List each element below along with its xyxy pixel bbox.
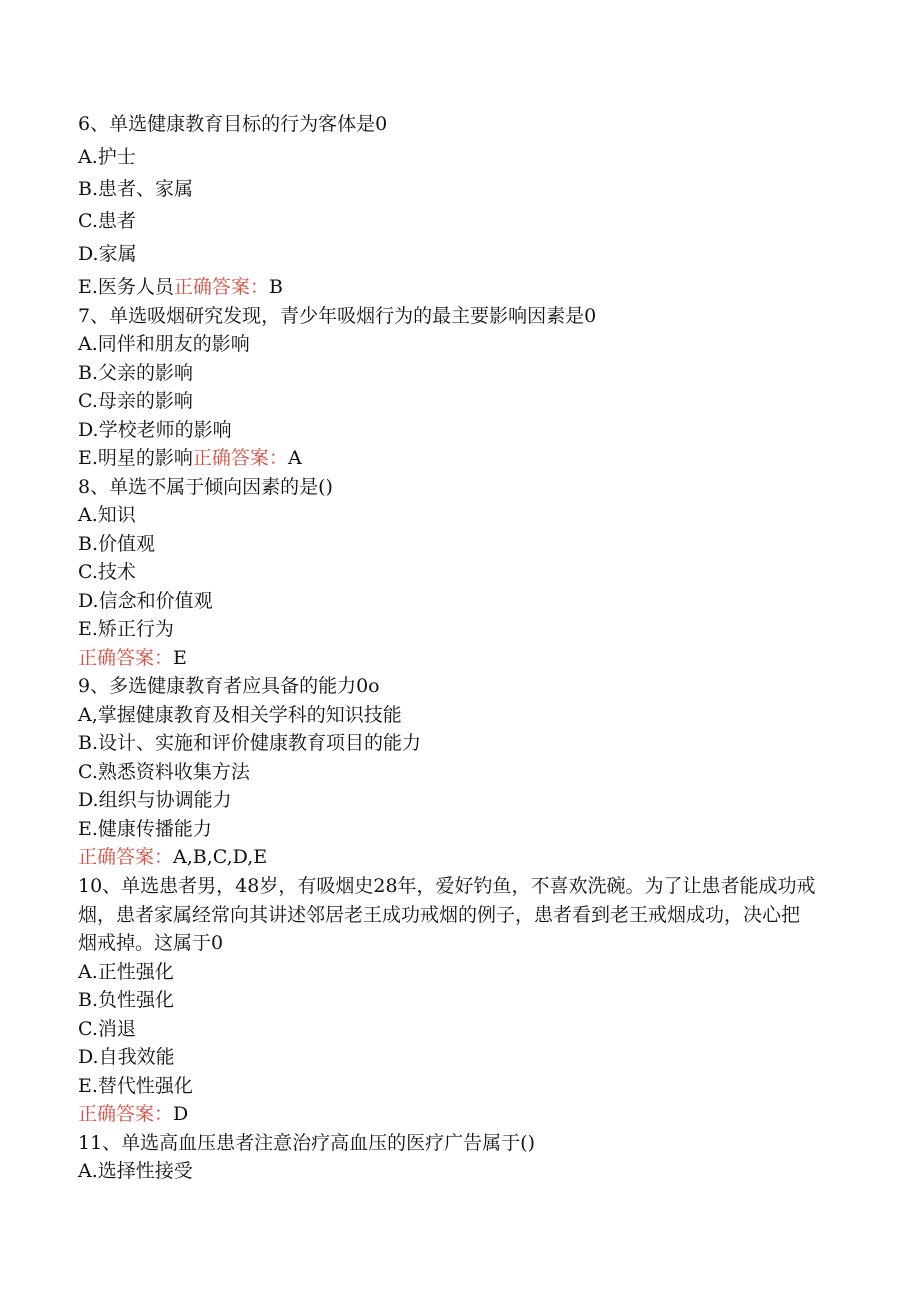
question-8-answer-label: 正确答案： [78,647,174,669]
question-7-option-d: D.学校老师的影响 [78,419,232,441]
question-7-option-e-line [78,446,302,470]
question-9-option-c: C.熟悉资料收集方法 [78,761,250,783]
question-7-stem: 7、单选吸烟研究发现，青少年吸烟行为的最主要影响因素是0 [78,305,597,327]
question-9-option-a: A,掌握健康教育及相关学科的知识技能 [78,704,402,726]
question-9-stem: 9、多选健康教育者应具备的能力0o [78,675,380,697]
question-8-option-e: E.矫正行为 [78,618,174,640]
question-8-answer-line [78,646,187,670]
question-6-stem: 6、单选健康教育目标的行为客体是0 [78,113,388,135]
question-6-option-e-line [78,275,283,299]
question-10-answer-label: 正确答案： [78,1103,174,1125]
question-7-answer-label: 正确答案： [192,447,288,469]
question-8-option-c: C.技术 [78,561,136,583]
question-9-answer-value: A,B,C,D,E [173,846,268,868]
question-11-stem: 11、单选高血压患者注意治疗高血压的医疗广告属于() [78,1132,536,1154]
question-7-option-c: C.母亲的影响 [78,390,193,412]
question-10-option-a: A.正性强化 [78,961,174,983]
question-6-option-d: D.家属 [78,243,137,265]
question-7-answer-value: A [287,447,302,469]
question-6-option-a: A.护士 [78,146,136,168]
question-6-answer-label: 正确答案： [173,276,269,298]
question-11-option-a: A.选择性接受 [78,1160,193,1182]
question-9-answer-line [78,845,267,869]
question-10-option-e: E.替代性强化 [78,1075,193,1097]
question-10-option-d: D.自我效能 [78,1046,175,1068]
question-10-stem: 10、单选患者男，48岁，有吸烟史28年，爱好钓鱼，不喜欢洗碗。为了让患者能成功戒烟，患者家属经常向其讲述邻居老王成功戒烟的例子，患者看到老王戒烟成功，决心把烟戒掉。这属于0 [78,875,816,954]
question-6-answer-value: B [268,276,283,298]
question-8-option-a: A.知识 [78,504,136,526]
question-6-option-e: E.医务人员 [78,276,174,298]
question-10-answer-value: D [173,1103,189,1125]
question-6-option-c: C.患者 [78,210,136,232]
question-7-option-a: A.同伴和朋友的影响 [78,333,250,355]
question-10-option-c: C.消退 [78,1018,136,1040]
question-9-answer-label: 正确答案： [78,846,174,868]
question-9-option-d: D.组织与协调能力 [78,789,232,811]
question-7-option-e: E.明星的影响 [78,447,193,469]
question-8-option-b: B.价值观 [78,533,156,555]
question-10-answer-line [78,1102,188,1126]
question-7-option-b: B.父亲的影响 [78,362,194,384]
question-10-option-b: B.负性强化 [78,989,175,1011]
question-9-option-e: E.健康传播能力 [78,818,212,840]
question-9-option-b: B.设计、实施和评价健康教育项目的能力 [78,732,422,754]
question-6-option-b: B.患者、家属 [78,178,194,200]
question-8-option-d: D.信念和价值观 [78,590,213,612]
question-8-answer-value: E [173,647,187,669]
question-8-stem: 8、单选不属于倾向因素的是() [78,476,333,498]
